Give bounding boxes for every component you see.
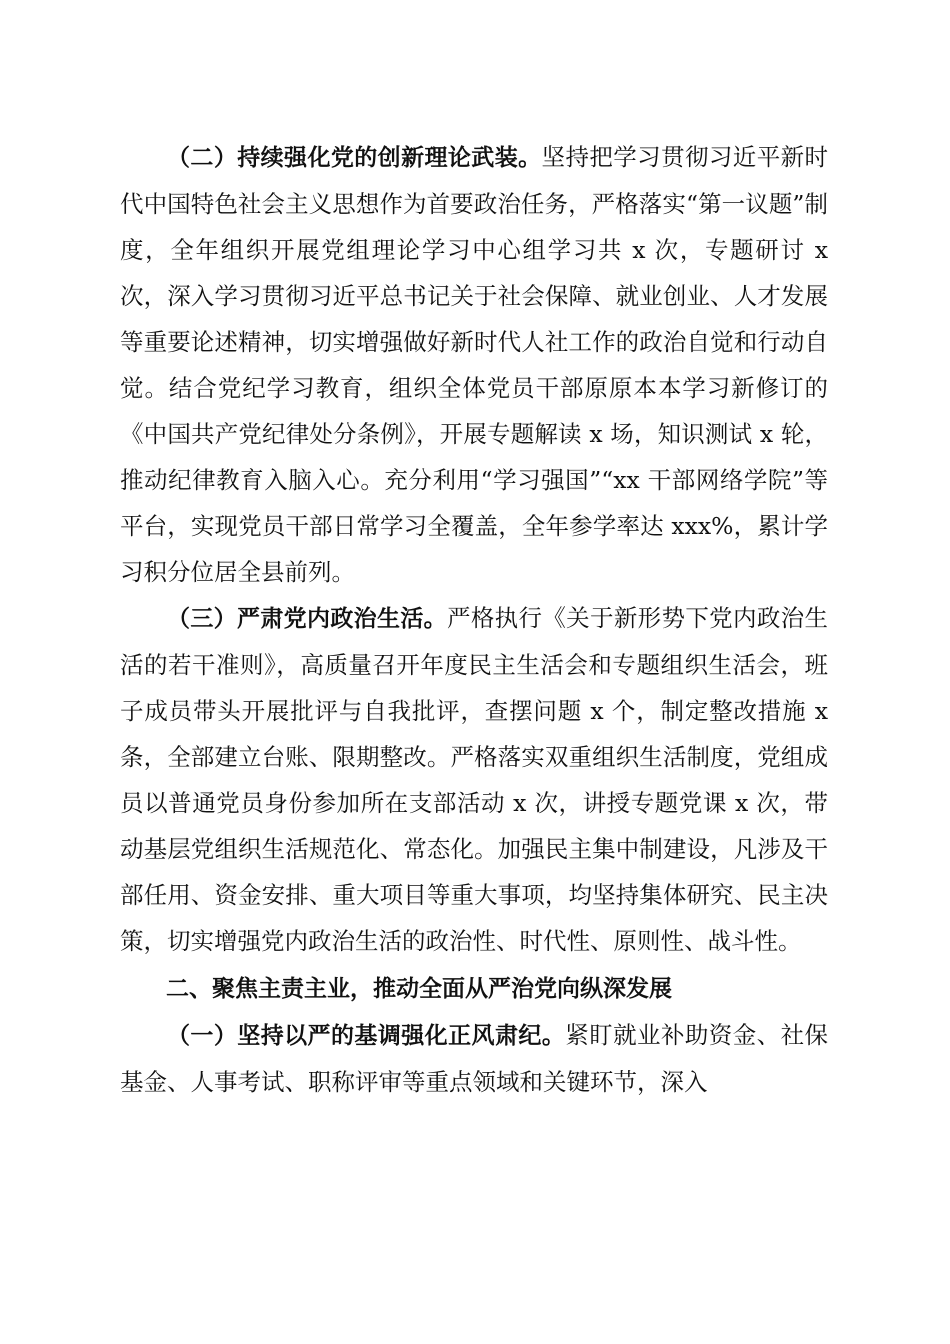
paragraph-heading: （一）坚持以严的基调强化正风肃纪。 <box>167 1023 566 1049</box>
paragraph-theory-study <box>120 134 828 595</box>
paragraph-discipline <box>120 1012 828 1105</box>
paragraph-text: 坚持把学习贯彻习近平新时代中国特色社会主义思想作为首要政治任务，严格落实“第一议题”制度，全年组织开展党组理论学习中心组学习共 x 次，专题研讨 x 次，深入学习贯彻习近平总书记关于社会保障、就业创业、人才发展等重要论述精神，切实增强做好新时代人社工作的政治自觉和行动自觉。结合党纪学习教育，组织全体党员干部原原本本学习新修订的《中国共产党纪律处分条例》，开展专题解读 x 场，知识测试 x 轮，推动纪律教育入脑入心。充分利用“学习强国”“xx 干部网络学院”等平台，实现党员干部日常学习全覆盖，全年参学率达 xxx%，累计学习积分位居全县前列。 <box>120 143 829 586</box>
document-body <box>120 134 828 1105</box>
paragraph-text: 严格执行《关于新形势下党内政治生活的若干准则》，高质量召开年度民主生活会和专题组织生活会，班子成员带头开展批评与自我批评，查摆问题 x 个，制定整改措施 x 条，全部建立台账、限期整改。严格落实双重组织生活制度，党组成员以普通党员身份参加所在支部活动 x 次，讲授专题党课 x 次，带动基层党组织生活规范化、常态化。加强民主集中制建设，凡涉及干部任用、资金安排、重大项目等重大事项，均坚持集体研究、民主决策，切实增强党内政治生活的政治性、时代性、原则性、战斗性。 <box>120 604 828 955</box>
paragraph-text: 紧盯就业补助资金、社保基金、人事考试、职称评审等重点领域和关键环节，深入 <box>120 1021 829 1096</box>
paragraph-political-life <box>120 595 828 964</box>
paragraph-heading: （二）持续强化党的创新理论武装。 <box>167 145 542 171</box>
paragraph-heading: （三）严肃党内政治生活。 <box>167 606 447 632</box>
chapter-heading: 二、聚焦主责主业，推动全面从严治党向纵深发展 <box>166 976 672 1002</box>
